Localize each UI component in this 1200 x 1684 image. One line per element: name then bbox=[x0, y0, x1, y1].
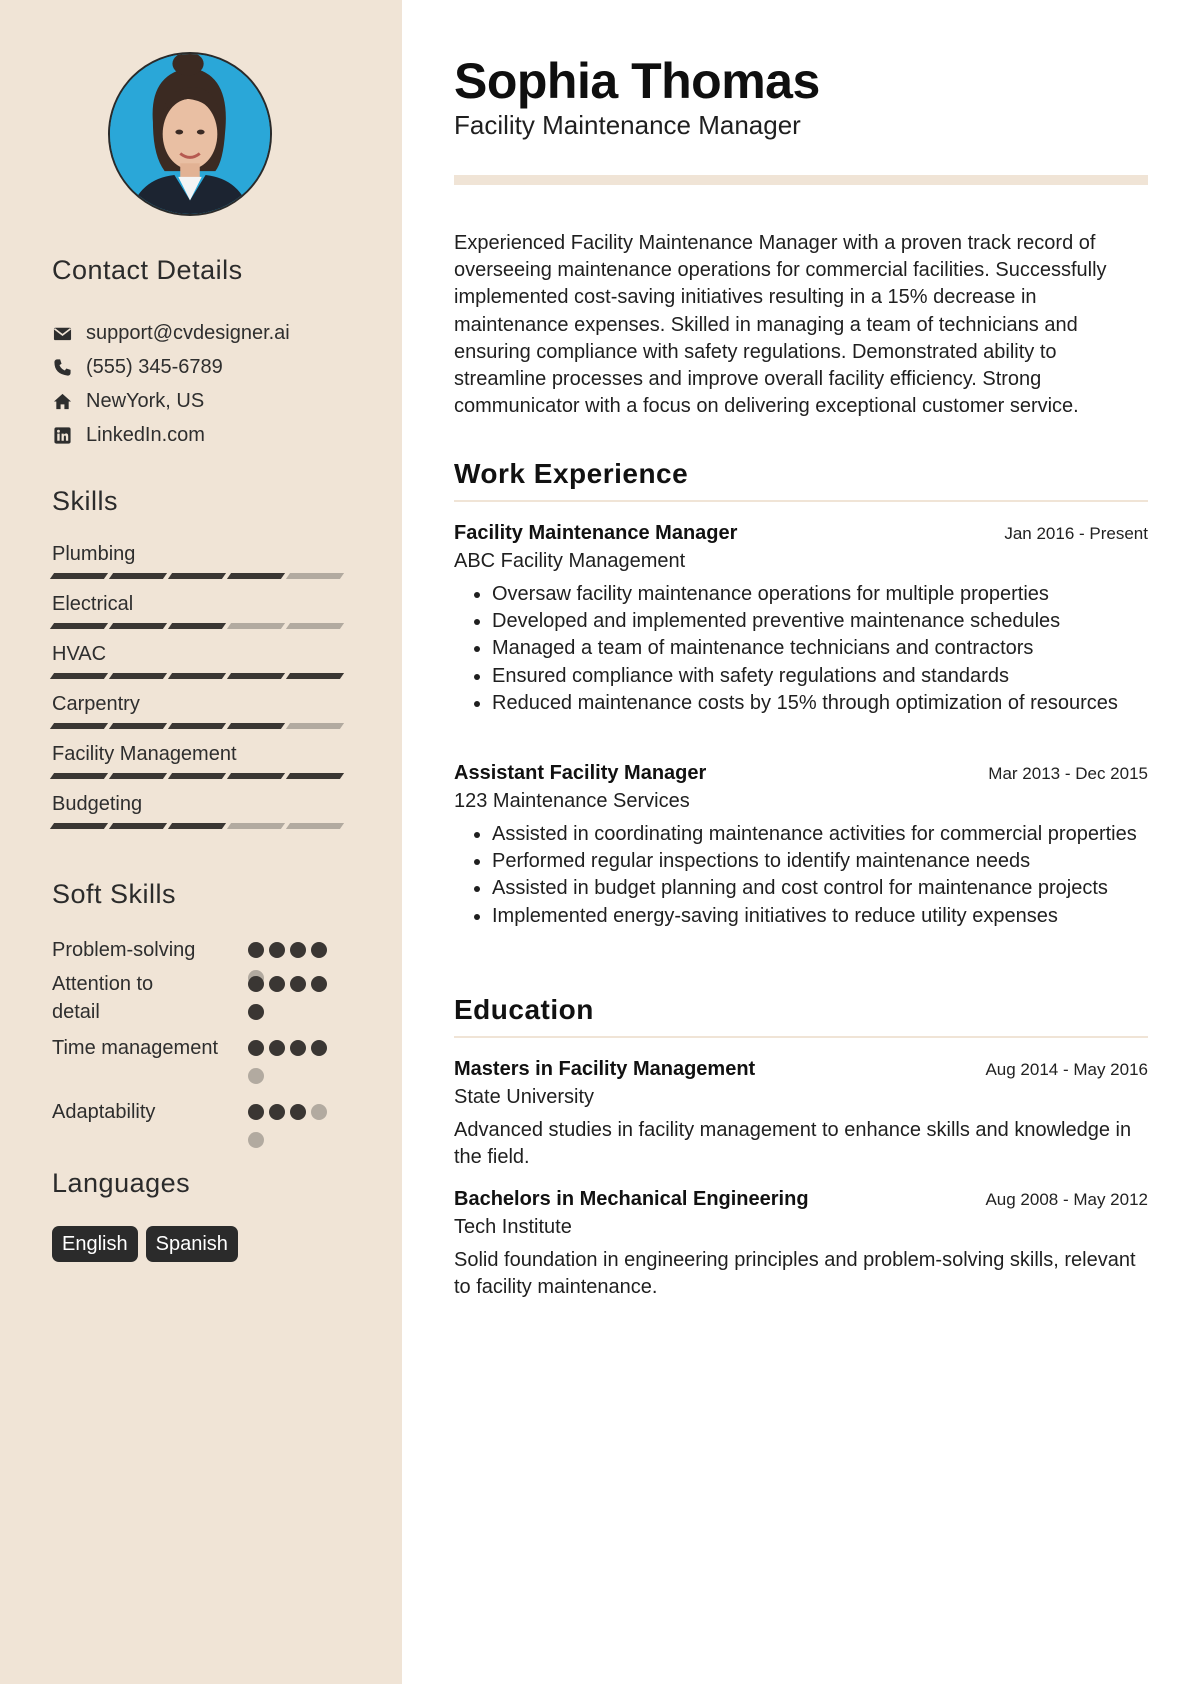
skill-level-segment bbox=[286, 673, 344, 679]
rating-dot bbox=[248, 1104, 264, 1120]
soft-skill-rating bbox=[248, 1040, 336, 1084]
job-bullet: • Performed regular inspections to identify maintenance needs bbox=[492, 848, 1148, 875]
skill-level-segment bbox=[168, 823, 226, 829]
skill-level-segment bbox=[50, 823, 108, 829]
skill-item bbox=[52, 790, 352, 840]
education-header bbox=[454, 1058, 1148, 1081]
rating-dot bbox=[248, 976, 264, 992]
skill-level-segment bbox=[109, 723, 167, 729]
skill-item bbox=[52, 690, 352, 740]
education-heading: Education bbox=[454, 994, 594, 1025]
contact-phone[interactable] bbox=[52, 350, 372, 384]
education-school: State University bbox=[454, 1086, 595, 1108]
education-divider bbox=[454, 1036, 1148, 1038]
contact-phone-text[interactable]: (555) 345-6789 bbox=[86, 355, 223, 378]
skill-level-segment bbox=[286, 823, 344, 829]
rating-dot bbox=[248, 1004, 264, 1020]
soft-skill-name: Time management bbox=[52, 1037, 218, 1059]
rating-dot bbox=[290, 976, 306, 992]
rating-dot bbox=[248, 1132, 264, 1148]
skill-level-segment bbox=[109, 673, 167, 679]
contact-email[interactable] bbox=[52, 316, 372, 350]
soft-skills-heading: Soft Skills bbox=[52, 879, 177, 909]
skill-level-segment bbox=[109, 773, 167, 779]
skill-name: Carpentry bbox=[52, 693, 140, 715]
soft-skill-item bbox=[52, 936, 352, 964]
contact-location bbox=[52, 384, 372, 418]
profile-photo bbox=[108, 52, 272, 216]
rating-dot bbox=[311, 942, 327, 958]
skill-level-segment bbox=[109, 623, 167, 629]
job-bullet: • Assisted in budget planning and cost control for maintenance projects bbox=[492, 875, 1148, 902]
skill-level-bar bbox=[52, 573, 352, 579]
soft-skill-rating bbox=[248, 976, 336, 1020]
work-heading: Work Experience bbox=[454, 458, 689, 489]
skill-item bbox=[52, 740, 352, 790]
education-degree: Bachelors in Mechanical Engineering bbox=[454, 1188, 809, 1210]
education-date: Aug 2014 - May 2016 bbox=[985, 1060, 1148, 1079]
skill-level-segment bbox=[286, 773, 344, 779]
skill-name: HVAC bbox=[52, 643, 107, 665]
sidebar bbox=[0, 0, 402, 1684]
skill-level-bar bbox=[52, 623, 352, 629]
rating-dot bbox=[248, 942, 264, 958]
education-school: Tech Institute bbox=[454, 1216, 572, 1238]
linkedin-icon bbox=[52, 425, 72, 445]
skill-level-segment bbox=[227, 723, 285, 729]
soft-skill-item bbox=[52, 1098, 352, 1126]
profile-summary: Experienced Facility Maintenance Manager with a proven track record of overseeing maintenance operations for commercial facilities. Successfully implemented cost-saving initiatives resulting in a 15% decrease in maintenance expenses. Skilled in managing a team of technicians and ensuring compliance with safety regulations. Demonstrated ability to streamline processes and improve overall facility efficiency. Strong communicator with a focus on delivering exceptional customer service. bbox=[454, 232, 1107, 418]
rating-dot bbox=[269, 976, 285, 992]
rating-dot bbox=[248, 1068, 264, 1084]
languages-list bbox=[52, 1226, 238, 1262]
rating-dot bbox=[290, 1040, 306, 1056]
job-company: 123 Maintenance Services bbox=[454, 790, 690, 812]
job-entry bbox=[454, 762, 1148, 930]
job-date: Mar 2013 - Dec 2015 bbox=[988, 764, 1148, 783]
skill-level-bar bbox=[52, 823, 352, 829]
education-entry bbox=[454, 1188, 1148, 1301]
skill-level-segment bbox=[168, 573, 226, 579]
contact-linkedin-text[interactable]: LinkedIn.com bbox=[86, 423, 205, 446]
profile-photo-image bbox=[110, 54, 270, 214]
education-date: Aug 2008 - May 2012 bbox=[985, 1190, 1148, 1209]
envelope-icon bbox=[52, 323, 72, 343]
job-header bbox=[454, 522, 1148, 545]
header-divider bbox=[454, 175, 1148, 185]
skill-level-bar bbox=[52, 723, 352, 729]
rating-dot bbox=[311, 976, 327, 992]
job-title: Assistant Facility Manager bbox=[454, 762, 707, 784]
contact-email-text[interactable]: support@cvdesigner.ai bbox=[86, 321, 290, 344]
skill-level-bar bbox=[52, 673, 352, 679]
contact-location-text: NewYork, US bbox=[86, 389, 205, 412]
job-bullet: • Oversaw facility maintenance operations for multiple properties bbox=[492, 581, 1148, 608]
education-description: Solid foundation in engineering principles and problem-solving skills, relevant to facility maintenance. bbox=[454, 1249, 1136, 1299]
job-company: ABC Facility Management bbox=[454, 550, 686, 572]
soft-skill-rating bbox=[248, 1104, 336, 1148]
soft-skill-name: Adaptability bbox=[52, 1101, 156, 1123]
rating-dot bbox=[290, 942, 306, 958]
job-date: Jan 2016 - Present bbox=[1004, 524, 1148, 543]
skills-list bbox=[52, 540, 352, 840]
skill-item bbox=[52, 640, 352, 690]
rating-dot bbox=[311, 1104, 327, 1120]
rating-dot bbox=[290, 1104, 306, 1120]
skill-level-segment bbox=[227, 673, 285, 679]
skill-level-segment bbox=[168, 773, 226, 779]
soft-skill-item bbox=[52, 970, 352, 1026]
skill-level-segment bbox=[168, 623, 226, 629]
rating-dot bbox=[269, 1104, 285, 1120]
skill-level-segment bbox=[109, 823, 167, 829]
education-entry bbox=[454, 1058, 1148, 1171]
skill-name: Electrical bbox=[52, 593, 134, 615]
education-header bbox=[454, 1188, 1148, 1211]
soft-skill-item bbox=[52, 1034, 352, 1062]
skill-level-segment bbox=[286, 723, 344, 729]
skill-level-segment bbox=[109, 573, 167, 579]
language-badge: Spanish bbox=[146, 1226, 238, 1262]
rating-dot bbox=[269, 942, 285, 958]
candidate-title: Facility Maintenance Manager bbox=[454, 110, 801, 140]
skill-level-segment bbox=[168, 673, 226, 679]
skill-level-segment bbox=[50, 623, 108, 629]
skill-level-segment bbox=[50, 723, 108, 729]
soft-skill-name: Problem-solving bbox=[52, 939, 196, 961]
skill-level-segment bbox=[286, 573, 344, 579]
job-entry bbox=[454, 522, 1148, 717]
skill-level-bar bbox=[52, 773, 352, 779]
education-description: Advanced studies in facility management to enhance skills and knowledge in the field. bbox=[454, 1119, 1132, 1169]
language-badge: English bbox=[52, 1226, 138, 1262]
skill-name: Facility Management bbox=[52, 743, 237, 765]
job-bullets bbox=[454, 581, 1148, 717]
job-bullet: • Reduced maintenance costs by 15% through optimization of resources bbox=[492, 690, 1148, 717]
job-bullet: • Developed and implemented preventive maintenance schedules bbox=[492, 608, 1148, 635]
candidate-name: Sophia Thomas bbox=[454, 53, 820, 109]
skill-name: Budgeting bbox=[52, 793, 143, 815]
job-bullet: • Implemented energy-saving initiatives to reduce utility expenses bbox=[492, 903, 1148, 930]
rating-dot bbox=[311, 1040, 327, 1056]
skill-level-segment bbox=[50, 673, 108, 679]
job-header bbox=[454, 762, 1148, 785]
job-title: Facility Maintenance Manager bbox=[454, 522, 738, 544]
skill-name: Plumbing bbox=[52, 543, 136, 565]
skill-level-segment bbox=[227, 573, 285, 579]
skill-item bbox=[52, 540, 352, 590]
job-bullet: • Ensured compliance with safety regulations and standards bbox=[492, 663, 1148, 690]
skill-level-segment bbox=[227, 773, 285, 779]
job-bullets bbox=[454, 821, 1148, 930]
skill-level-segment bbox=[50, 773, 108, 779]
contact-linkedin[interactable] bbox=[52, 418, 372, 452]
education-degree: Masters in Facility Management bbox=[454, 1058, 756, 1080]
languages-heading: Languages bbox=[52, 1168, 191, 1198]
work-divider bbox=[454, 500, 1148, 502]
skill-item bbox=[52, 590, 352, 640]
job-bullet: • Managed a team of maintenance technicians and contractors bbox=[492, 635, 1148, 662]
home-icon bbox=[52, 391, 72, 411]
contact-heading: Contact Details bbox=[52, 255, 243, 285]
job-bullet: • Assisted in coordinating maintenance activities for commercial properties bbox=[492, 821, 1148, 848]
soft-skill-name: Attention to detail bbox=[52, 973, 154, 1023]
rating-dot bbox=[269, 1040, 285, 1056]
skills-heading: Skills bbox=[52, 486, 119, 516]
rating-dot bbox=[248, 1040, 264, 1056]
contact-list bbox=[52, 316, 372, 452]
skill-level-segment bbox=[168, 723, 226, 729]
skill-level-segment bbox=[227, 823, 285, 829]
phone-icon bbox=[52, 357, 72, 377]
skill-level-segment bbox=[227, 623, 285, 629]
skill-level-segment bbox=[286, 623, 344, 629]
skill-level-segment bbox=[50, 573, 108, 579]
